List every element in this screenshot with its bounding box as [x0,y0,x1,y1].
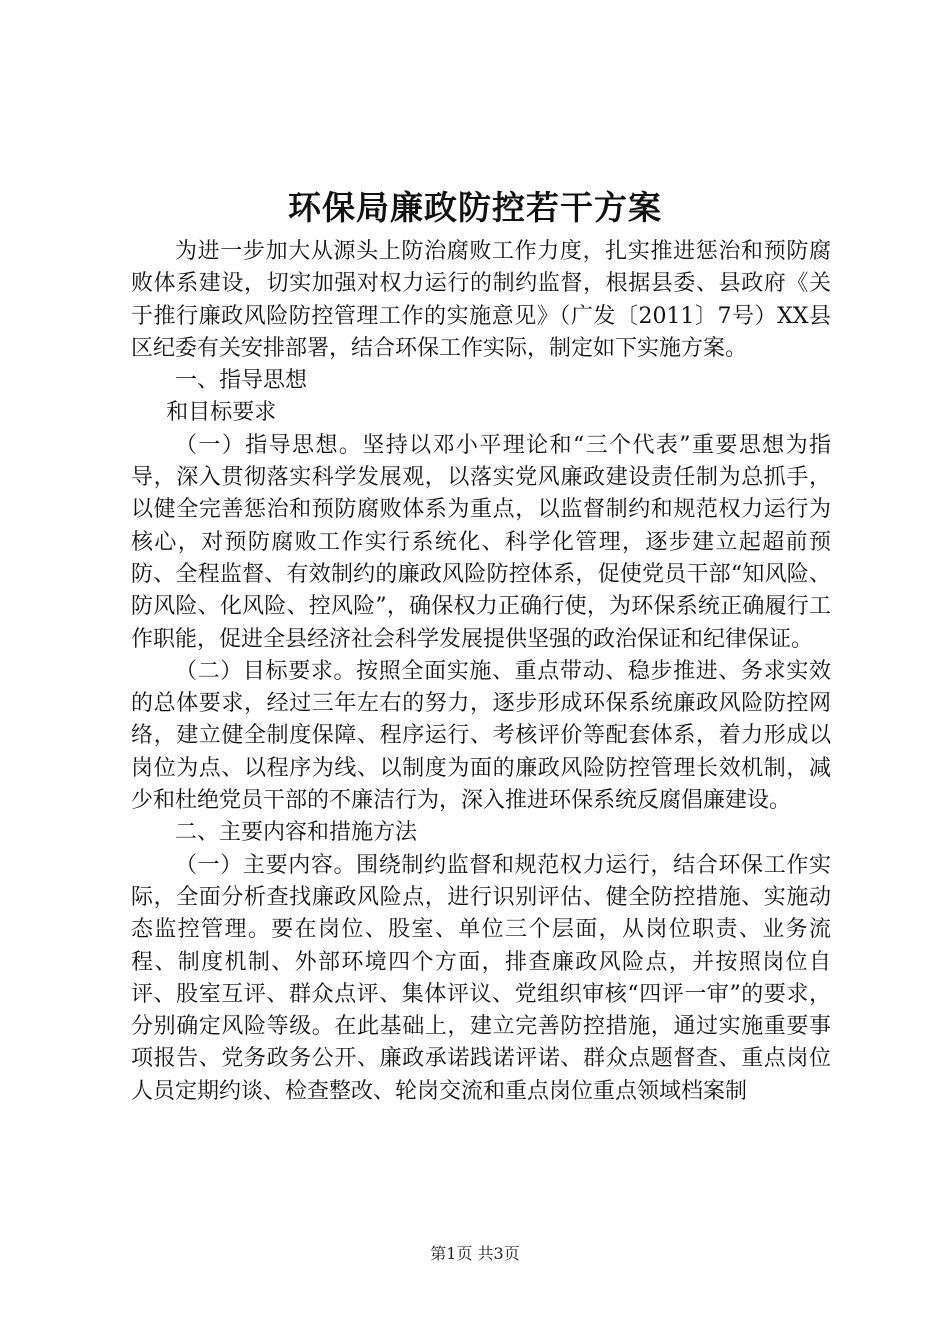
main-content-paragraph: （一）主要内容。围绕制约监督和规范权力运行，结合环保工作实际，全面分析查找廉政风险点，进行识别评估、健全防控措施、实施动态监控管理。要在岗位、股室、单位三个层面，从岗位职责、业务流程、制度机制、外部环境四个方面，排查廉政风险点，并按照岗位自评、股室互评、群众点评、集体评议、党组织审核“四评一审”的要求，分别确定风险等级。在此基础上，建立完善防控措施，通过实施重要事项报告、党务政务公开、廉政承诺践诺评诺、群众点题督查、重点岗位人员定期约谈、检查整改、轮岗交流和重点岗位重点领域档案制 [131,852,831,1104]
goal-requirements-paragraph: （二）目标要求。按照全面实施、重点带动、稳步推进、务求实效的总体要求，经过三年左右的努力，逐步形成环保系统廉政风险防控网络，建立健全制度保障、程序运行、考核评价等配套体系，着力形成以岗位为点、以程序为线、以制度为面的廉政风险防控管理长效机制，减少和杜绝党员干部的不廉洁行为，深入推进环保系统反腐倡廉建设。 [131,658,831,814]
section-heading-guiding-thought: 一、指导思想 [175,368,308,394]
document-title: 环保局廉政防控若干方案 [288,188,662,227]
document-body [131,236,831,1108]
section-heading-continuation: 和目标要求 [166,400,277,426]
guiding-thought-paragraph: （一）指导思想。坚持以邓小平理论和“三个代表”重要思想为指导，深入贯彻落实科学发展观，以落实党风廉政建设责任制为总抓手，以健全完善惩治和预防腐败体系为重点，以监督制约和规范权力运行为核心，对预防腐败工作实行系统化、科学化管理，逐步建立起超前预防、全程监督、有效制约的廉政风险防控体系，促使党员干部“知风险、防风险、化风险、控风险”，确保权力正确行使，为环保系统正确履行工作职能，促进全县经济社会科学发展提供坚强的政治保证和纪律保证。 [131,432,831,652]
page-footer: 第1页 共3页 [430,1244,520,1263]
section-heading-main-content: 二、主要内容和措施方法 [175,820,418,846]
intro-paragraph: 为进一步加大从源头上防治腐败工作力度，扎实推进惩治和预防腐败体系建设，切实加强对权力运行的制约监督，根据县委、县政府《关于推行廉政风险防控管理工作的实施意见》（广发〔2011〕7号）XX县区纪委有关安排部署，结合环保工作实际，制定如下实施方案。 [131,239,831,361]
